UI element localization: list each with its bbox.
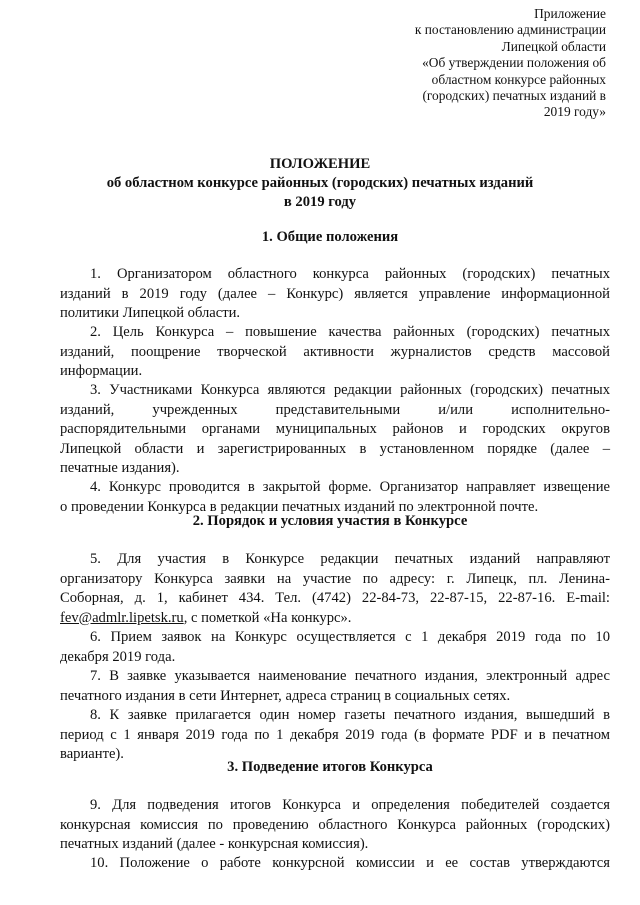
appendix-line: к постановлению администрации <box>414 22 606 38</box>
paragraph-line: 6. Прием заявок на Конкурс осуществляется с 1 декабря 2019 года по 10 <box>90 629 610 645</box>
paragraph-line: о проведении Конкурса в редакции печатных изданий по электронной почте. <box>60 498 539 515</box>
paragraph-7 <box>60 667 610 706</box>
email-tail: , с пометкой «На конкурс». <box>183 609 352 626</box>
section-heading: 2. Порядок и условия участия в Конкурсе <box>192 513 468 529</box>
paragraph-6 <box>60 628 610 667</box>
paragraph-line: распорядительными органами муниципальных районов и городских округов <box>60 421 610 437</box>
paragraph-2 <box>60 323 610 382</box>
paragraph-line: печатного издания в сети Интернет, адреса страниц в социальных сетях. <box>60 687 511 704</box>
title-line: ПОЛОЖЕНИЕ <box>269 156 371 172</box>
title-line: в 2019 году <box>283 194 357 210</box>
paragraph-line: 3. Участниками Конкурса являются редакции районных (городских) печатных <box>90 382 610 398</box>
paragraph-line: организатору Конкурса заявки на участие по адресу: г. Липецк, пл. Ленина- <box>60 570 610 587</box>
paragraph-line: 5. Для участия в Конкурсе редакции печатных изданий направляют <box>90 551 610 567</box>
paragraph-line: Соборная, д. 1, кабинет 434. Тел. (4742) 22-84-73, 22-87-15, 22-87-16. E-mail: <box>60 590 610 606</box>
appendix-line: Приложение <box>534 6 606 21</box>
email-link[interactable]: fev@admlr.lipetsk.ru <box>60 609 184 626</box>
appendix-line: 2019 году» <box>543 104 606 120</box>
paragraph-line: Липецкой области и зарегистрированных в установленном порядке (далее – <box>60 440 610 457</box>
paragraph-line: период с 1 января 2019 года по 1 декабря 2019 года (в формате PDF и в печатном <box>60 726 610 743</box>
appendix-note <box>346 6 606 121</box>
paragraph-line: 9. Для подведения итогов Конкурса и определения победителей создается <box>90 797 610 813</box>
appendix-line: (городских) печатных изданий в <box>422 88 606 104</box>
paragraph-line: 1. Организатором областного конкурса районных (городских) печатных <box>90 266 610 282</box>
paragraph-10 <box>60 854 610 874</box>
section-heading: 1. Общие положения <box>261 229 399 245</box>
section-heading: 3. Подведение итогов Конкурса <box>227 759 433 775</box>
paragraph-line: 7. В заявке указывается наименование печатного издания, электронный адрес <box>90 668 610 684</box>
paragraph-line: варианте). <box>60 746 124 762</box>
document-title <box>0 155 640 212</box>
paragraph-1 <box>60 265 610 324</box>
paragraph-8 <box>60 706 610 765</box>
paragraph-line: изданий в 2019 году (далее – Конкурс) является управление информационной <box>60 285 610 302</box>
appendix-line: «Об утверждении положения об <box>422 55 606 71</box>
paragraph-line: 8. К заявке прилагается один номер газеты печатного издания, вышедший в <box>90 707 610 723</box>
paragraph-line: декабря 2019 года. <box>60 648 176 665</box>
appendix-line: областном конкурсе районных <box>431 71 606 87</box>
paragraph-line: изданий, учрежденных представительными и/или исполнительно- <box>60 401 610 418</box>
paragraph-3 <box>60 381 610 479</box>
paragraph-9 <box>60 796 610 855</box>
paragraph-line: 4. Конкурс проводится в закрытой форме. Организатор направляет извещение <box>90 479 610 495</box>
appendix-line: Липецкой области <box>501 38 606 54</box>
paragraph-line: печатные издания). <box>60 460 180 476</box>
paragraph-line: информации. <box>60 363 143 379</box>
paragraph-line: политики Липецкой области. <box>60 305 241 321</box>
paragraph-line: 10. Положение о работе конкурсной комиссии и ее состав утверждаются <box>90 855 610 871</box>
paragraph-line: конкурсная комиссия по проведению областного Конкурса районных (городских) <box>60 816 610 833</box>
paragraph-5 <box>60 550 610 628</box>
paragraph-line: 2. Цель Конкурса – повышение качества районных (городских) печатных <box>90 324 610 340</box>
paragraph-line: печатных изданий (далее - конкурсная комиссия). <box>60 836 369 852</box>
title-line: об областном конкурсе районных (городских) печатных изданий <box>106 175 534 191</box>
paragraph-line: изданий, поощрение творческой активности журналистов средств массовой <box>60 343 610 360</box>
paragraph-line <box>60 609 610 629</box>
